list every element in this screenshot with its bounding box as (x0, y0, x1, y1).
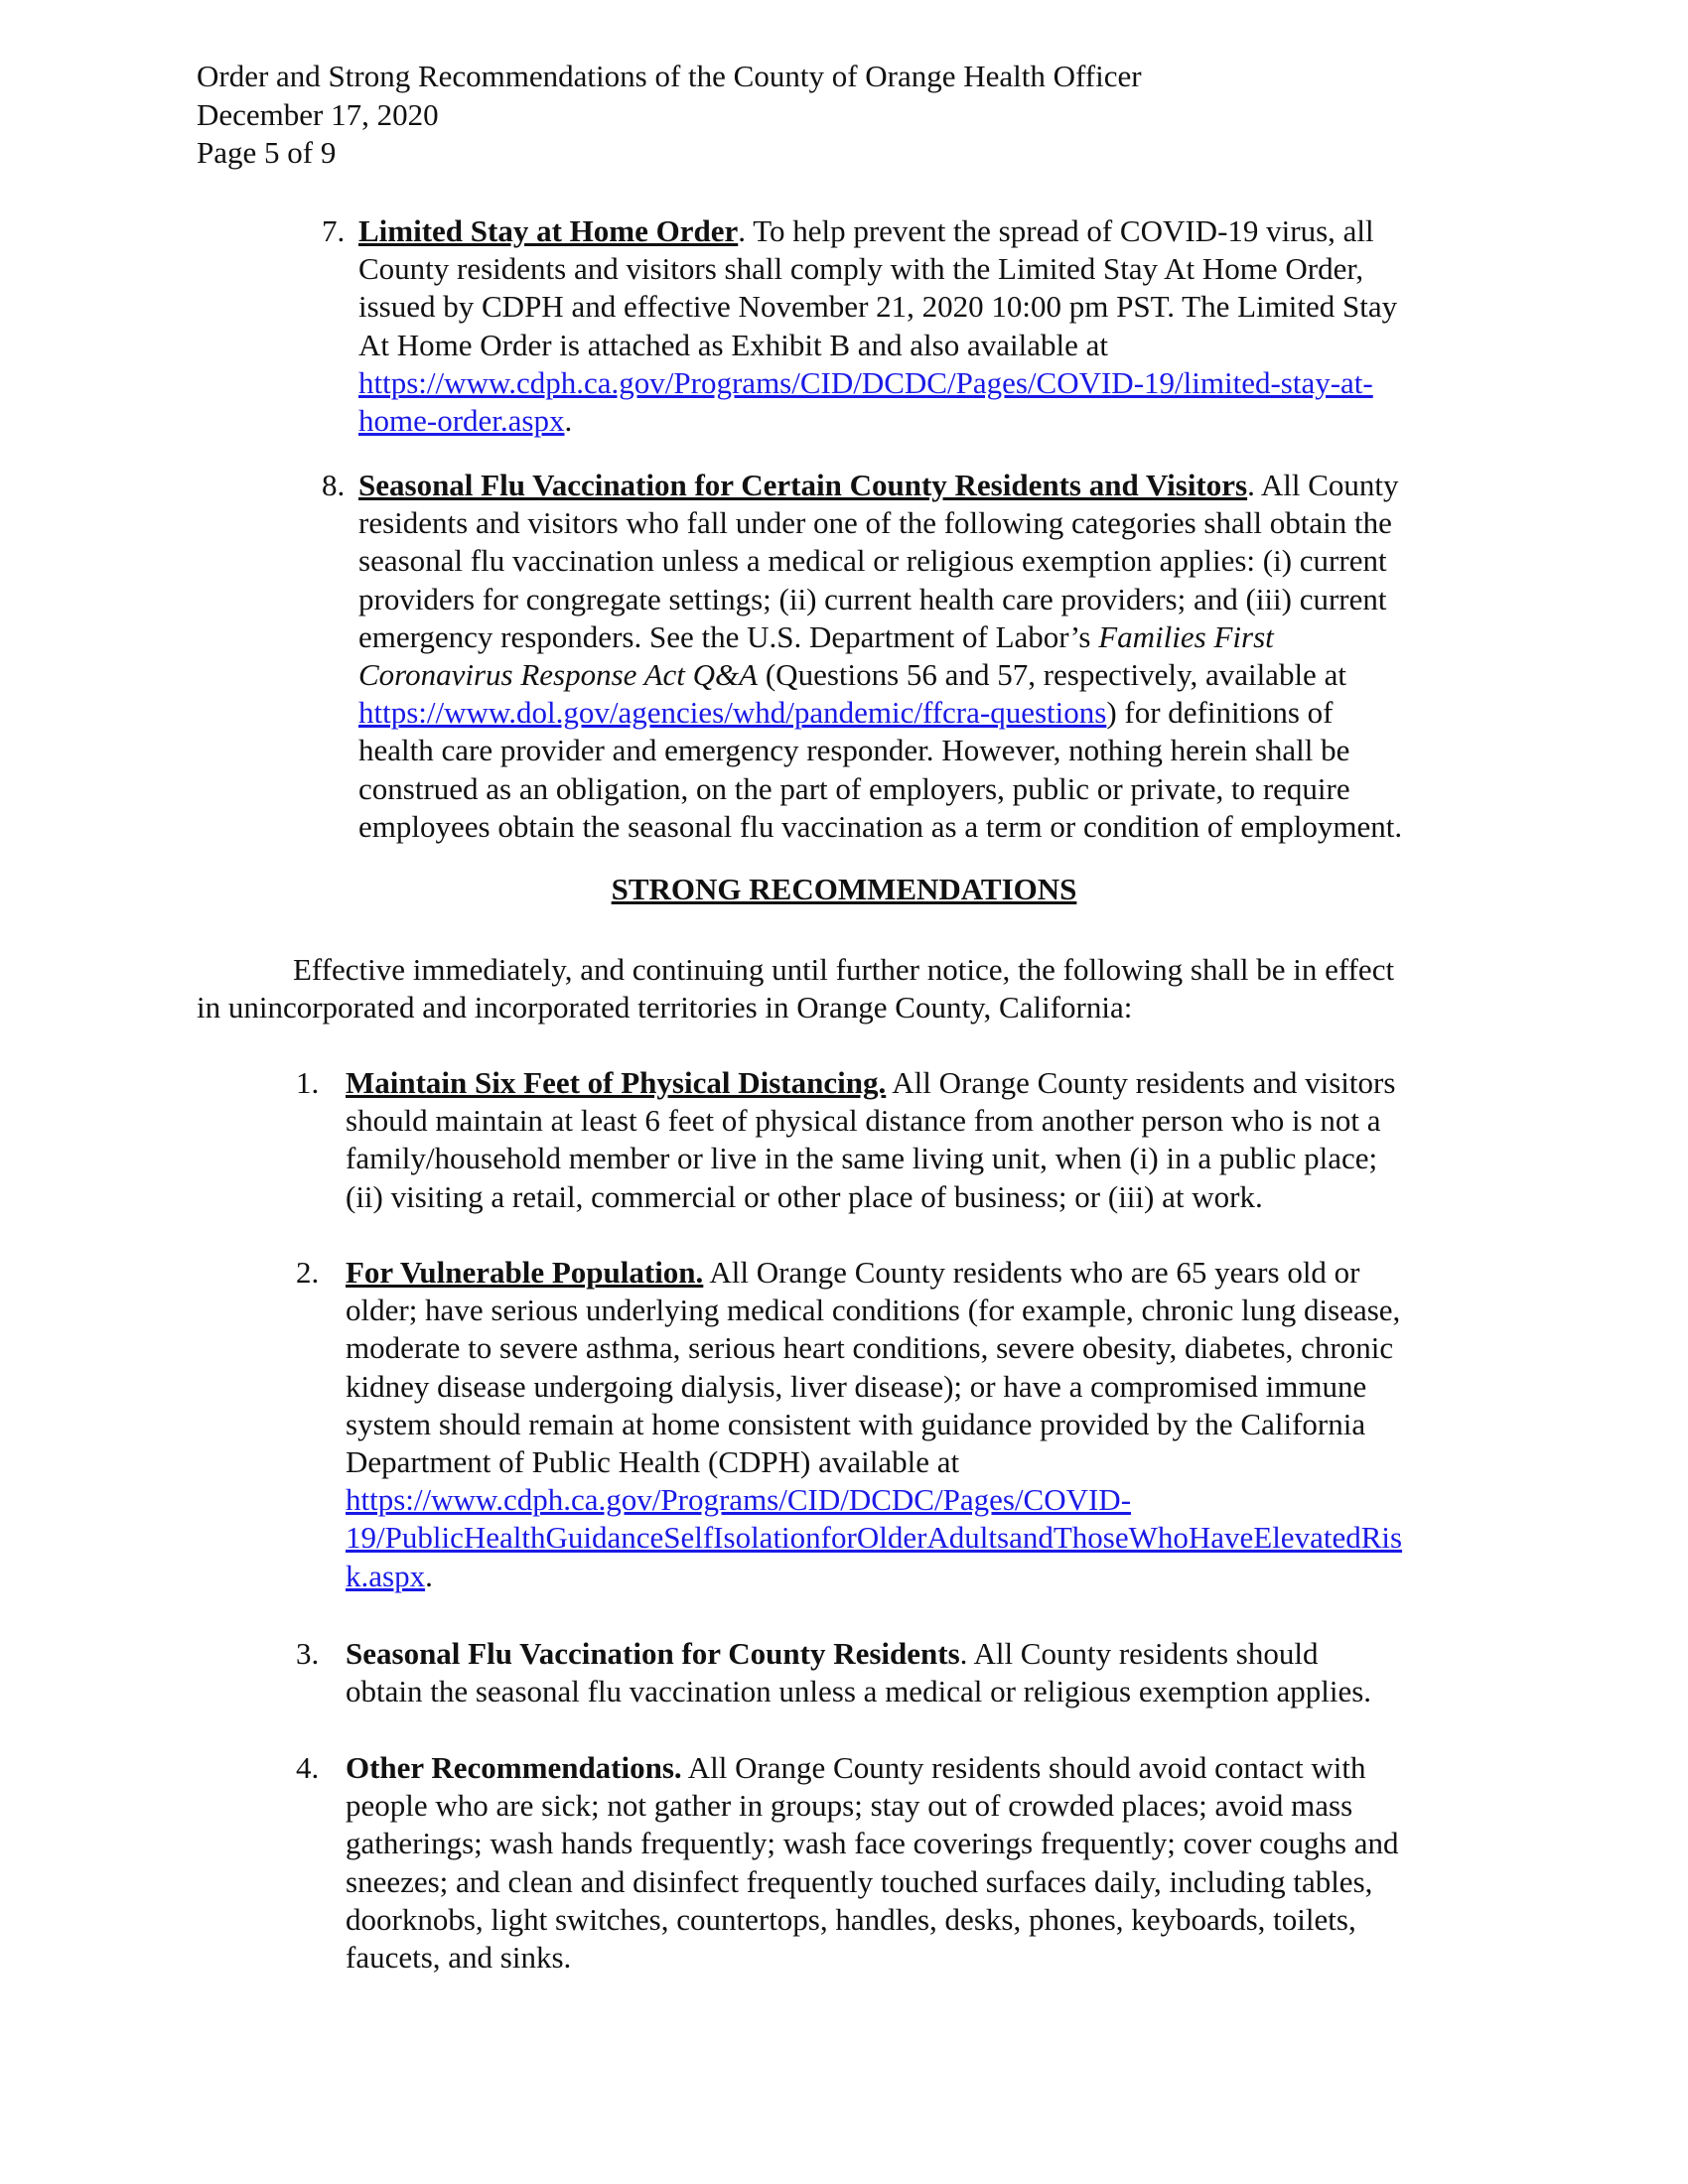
page-header (197, 58, 1142, 173)
document-page: Order and Strong Recommendations of the County of Orange Health Officer December 17, 2020 Page 5 of 9 7. Limited Stay at Home Order. To help prevent the spread of COVID-19 virus, all County residents and visitors shall comply with the Limited Stay At Home Order, issued by CDPH and effective November 21, 2020 10:00 pm PST. The Limited Stay At Home Order is attached as Exhibit B and also available at https://www.cdph.ca.gov/Programs/CID/DCDC/Pages/COVID-19/limited-stay-at- home-order.aspx. 8. Seasonal Flu Vaccination for Certain County Residents and Visitors. All County residents and visitors who fall under one of the following categories shall obtain the seasonal flu vaccination unless a medical or religious exemption applies: (i) current providers for congregate settings; (ii) current health care providers; and (iii) current emergency responders. See the U.S. Department of Labor’s Families First Coronavirus Response Act Q&A (Questions 56 and 57, respectively, available at https://www.dol.gov/agencies/whd/pandemic/ffcra-questions) for definitions of health care provider and emergency responder. However, nothing herein shall be construed as an obligation, on the part of employers, public or private, to require employees obtain the seasonal flu vaccination as a term or condition of employment. STRONG RECOMMENDATIONS Effective immediately, and continuing until further notice, the following shall be in effect in unincorporated and incorporated territories in Orange County, California: 1. Maintain Six Feet of Physical Distancing. All Orange County residents and visitors should maintain at least 6 feet of physical distance from another person who is not a family/household member or live in the same living unit, when (i) in a public place; (ii) visiting a retail, commercial or other place of business; or (iii) at work. 2. For Vulnerable Population. All Orange County residents who are 65 years old or older; have serious underlying medical conditions (for example, chronic lung disease, moderate to severe asthma, serious heart conditions, severe obesity, diabetes, chronic kidney disease undergoing dialysis, liver disease); or have a compromised immune system should remain at home consistent with guidance provided by the California Department of Public Health (CDPH) available at https://www.cdph.ca.gov/Programs/CID/DCDC/Pages/COVID- 19/PublicHealthGuidanceSelfIsolationforOlderAdultsandThoseWhoHaveElevatedRis k.aspx. 3. Seasonal Flu Vaccination for County Residents. All County residents should obtain the seasonal flu vaccination unless a medical or religious exemption applies. 4. Other Recommendations. All Orange County residents should avoid contact with people who are sick; not gather in groups; stay out of crowded places; avoid mass gatherings; wash hands frequently; wash face coverings frequently; cover coughs and sneezes; and clean and disinfect frequently touched surfaces daily, including tables, doorknobs, light switches, countertops, handles, desks, phones, keyboards, toilets, faucets, and sinks. (0, 0, 1688, 2184)
order-heading: Seasonal Flu Vaccination for Certain County Residents and Visitors (358, 468, 1248, 502)
header-title: Order and Strong Recommendations of the County of Orange Health Officer (197, 59, 1142, 93)
header-date: December 17, 2020 (197, 96, 439, 132)
cdph-older-adults-link-end[interactable]: k.aspx (346, 1558, 426, 1593)
recommendation-heading: For Vulnerable Population. (346, 1255, 704, 1290)
cdph-older-adults-link-cont[interactable]: 19/PublicHealthGuidanceSelfIsolationforOlderAdultsandThoseWhoHaveElevatedRis (346, 1520, 1403, 1556)
header-page-number: Page 5 of 9 (197, 135, 337, 170)
recommendation-heading: Seasonal Flu Vaccination for County Residents (346, 1636, 960, 1671)
recommendation-number: 3. (296, 1636, 320, 1671)
order-heading: Limited Stay at Home Order (358, 213, 739, 248)
dol-ffcra-link[interactable]: https://www.dol.gov/agencies/whd/pandemic/ffcra-questions (358, 695, 1107, 731)
cdph-older-adults-link[interactable]: https://www.cdph.ca.gov/Programs/CID/DCDC/Pages/COVID- (346, 1482, 1132, 1518)
order-number: 8. (322, 468, 346, 502)
recommendation-number: 2. (296, 1255, 320, 1290)
section-title: STRONG RECOMMENDATIONS (611, 872, 1077, 906)
order-number: 7. (322, 213, 346, 248)
recommendation-number: 1. (296, 1065, 320, 1100)
recommendation-heading: Other Recommendations. (346, 1750, 682, 1785)
recommendation-number: 4. (296, 1750, 320, 1785)
intro-paragraph: Effective immediately, and continuing until further notice, the following shall be in effect in unincorporated and incorporated territories in Orange County, California: (197, 952, 1395, 1025)
cdph-limited-stay-link[interactable]: https://www.cdph.ca.gov/Programs/CID/DCDC/Pages/COVID-19/limited-stay-at- (358, 364, 1373, 400)
recommendation-heading: Maintain Six Feet of Physical Distancing. (346, 1065, 887, 1100)
cdph-limited-stay-link-cont[interactable]: home-order.aspx (358, 403, 565, 439)
